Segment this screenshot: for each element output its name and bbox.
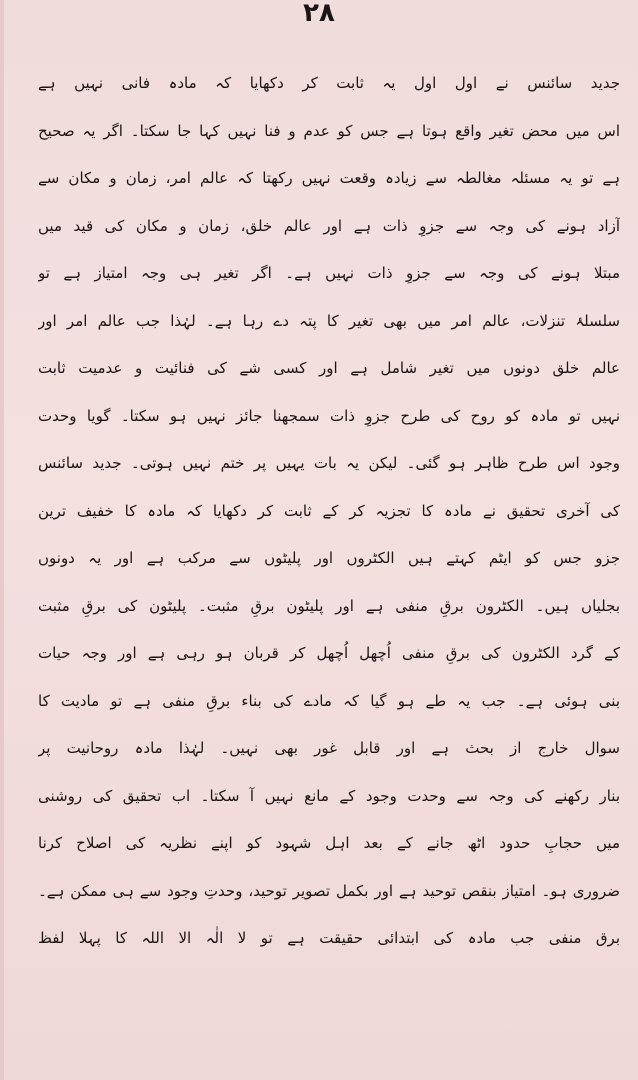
text-line: برق منفی جب مادہ کی ابتدائی حقیقت ہے تو لا الٰہ الا اللہ کا پہلا لفظ [38, 929, 620, 947]
text-line: میں حجابِ حدود اٹھ جانے کے بعد اہل شہود کو اپنے نظریہ کی اصلاح کرنا [38, 834, 620, 852]
text-line: اس میں محض تغیر واقع ہوتا ہے جس کو عدم و فنا نہیں کہا جا سکتا۔ اگر یہ صحیح [38, 121, 620, 140]
text-line: سلسلۂ تنزلات، عالم امر میں بھی تغیر کا پتہ دے رہا ہے۔ لہٰذا جب عالم امر اور [38, 311, 620, 330]
page-text [38, 60, 620, 963]
text-line: ہے تو یہ مسئلہ مغالطہ سے زیادہ وقعت نہیں رکھتا کہ عالم امر، زمان و مکان سے [38, 169, 620, 187]
text-line: جدید سائنس نے اول اول یہ ثابت کر دکھایا کہ مادہ فانی نہیں ہے [38, 74, 620, 92]
text-line: مبتلا ہونے کی وجہ سے جزوِ ذات نہیں ہے۔ اگر تغیر ہی وجہ امتیاز ہے تو [38, 264, 620, 282]
text-line: کے گرد الکٹرون کی برقِ منفی اُچھل اُچھل کر قربان ہو رہی ہے اور وجہ حیات [38, 644, 620, 662]
text-line: بنی ہوئی ہے۔ جب یہ طے ہو گیا کہ مادے کی بناء برقِ منفی ہے تو مادیت کا [38, 691, 620, 710]
page-number: ۲۸ [303, 0, 335, 28]
page-edge [0, 0, 4, 1080]
text-line: بنار رکھنے کی وجہ سے وحدت وجود کے مانع نہیں آ سکتا۔ اب تحقیق کی روشنی [38, 786, 620, 805]
text-line: نہیں تو مادہ کو روح کی طرح جزوِ ذات سمجھنا جائز نہیں ہو سکتا۔ گویا وحدت [38, 406, 620, 425]
text-line: بجلیاں ہیں۔ الکٹرون برقِ منفی ہے اور پلیٹون برقِ مثبت۔ پلیٹون کی برقِ مثبت [38, 596, 620, 615]
text-line: وجود اس طرح ظاہر ہو گئی۔ لیکن یہ بات یہیں پر ختم نہیں ہوتی۔ جدید سائنس [38, 454, 620, 472]
text-line: ضروری ہو۔ امتیاز بنقص توحید ہے اور بکمل تصویر توحید، وحدتِ وجود سے ہی ممکن ہے۔ [38, 881, 620, 900]
text-line: آزاد ہونے کی وجہ سے جزوِ ذات ہے اور عالم خلق، زمان و مکان کی قید میں [38, 216, 620, 235]
text-line: سوال خارج از بحث ہے اور قابل غور بھی نہیں۔ لہٰذا مادہ روحانیت پر [38, 739, 620, 757]
text-line: کی آخری تحقیق نے مادہ کا تجزیہ کر کے ثابت کر دکھایا کہ مادہ کا خفیف ترین [38, 501, 620, 520]
text-line: عالم خلق دونوں میں تغیر شامل ہے اور کسی شے کی فنائیت و عدمیت ثابت [38, 359, 620, 377]
text-line: جزو جس کو ایٹم کہتے ہیں الکٹروں اور پلیٹوں سے مرکب ہے اور یہ دونوں [38, 549, 620, 567]
